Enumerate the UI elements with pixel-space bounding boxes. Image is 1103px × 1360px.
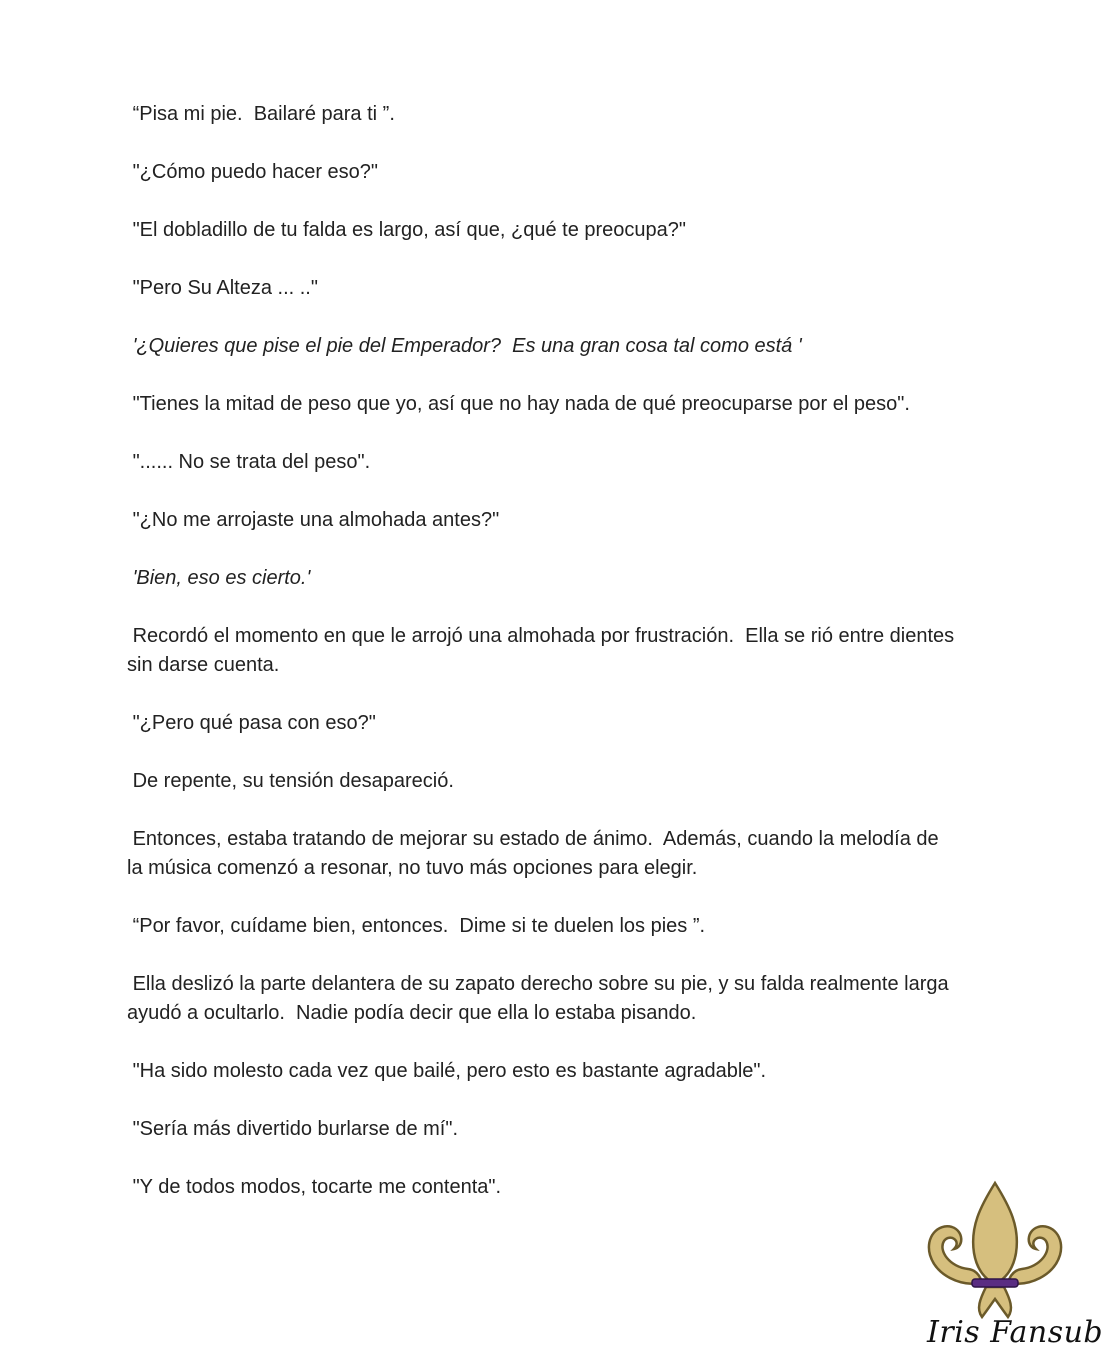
paragraph: "...... No se trata del peso". (127, 451, 371, 473)
paragraph: Ella deslizó la parte delantera de su zapato derecho sobre su pie, y su falda realmente larga ayudó a ocultarlo. Nadie podía decir que ella lo estaba pisando. (127, 973, 955, 1024)
paragraph: De repente, su tensión desapareció. (127, 770, 454, 792)
paragraph: "Sería más divertido burlarse de mí". (127, 1118, 459, 1140)
paragraph: "Pero Su Alteza ... .." (127, 277, 318, 299)
paragraph: “Pisa mi pie. Bailaré para ti ”. (127, 103, 395, 125)
paragraph: 'Bien, eso es cierto.' (127, 567, 311, 589)
paragraph: "¿Cómo puedo hacer eso?" (127, 161, 379, 183)
paragraph: '¿Quieres que pise el pie del Emperador? Es una gran cosa tal como está ' (127, 335, 802, 357)
paragraph: Entonces, estaba tratando de mejorar su estado de ánimo. Además, cuando la melodía de la música comenzó a resonar, no tuvo más opciones para elegir. (127, 828, 945, 879)
paragraph: “Por favor, cuídame bien, entonces. Dime si te duelen los pies ”. (127, 915, 706, 937)
paragraph: "Tienes la mitad de peso que yo, así que no hay nada de qué preocuparse por el peso". (127, 393, 910, 415)
document-body (127, 100, 960, 1231)
paragraph: "Ha sido molesto cada vez que bailé, pero esto es bastante agradable". (127, 1060, 767, 1082)
watermark-text: Iris Fansub (927, 1315, 1103, 1350)
paragraph: "¿No me arrojaste una almohada antes?" (127, 509, 500, 531)
fleur-de-lis-icon (920, 1175, 1070, 1325)
paragraph: Recordó el momento en que le arrojó una almohada por frustración. Ella se rió entre dientes sin darse cuenta. (127, 625, 960, 676)
paragraph: "El dobladillo de tu falda es largo, así que, ¿qué te preocupa?" (127, 219, 687, 241)
paragraph: "¿Pero qué pasa con eso?" (127, 712, 376, 734)
watermark-logo (915, 1175, 1103, 1360)
paragraph: "Y de todos modos, tocarte me contenta". (127, 1176, 502, 1198)
